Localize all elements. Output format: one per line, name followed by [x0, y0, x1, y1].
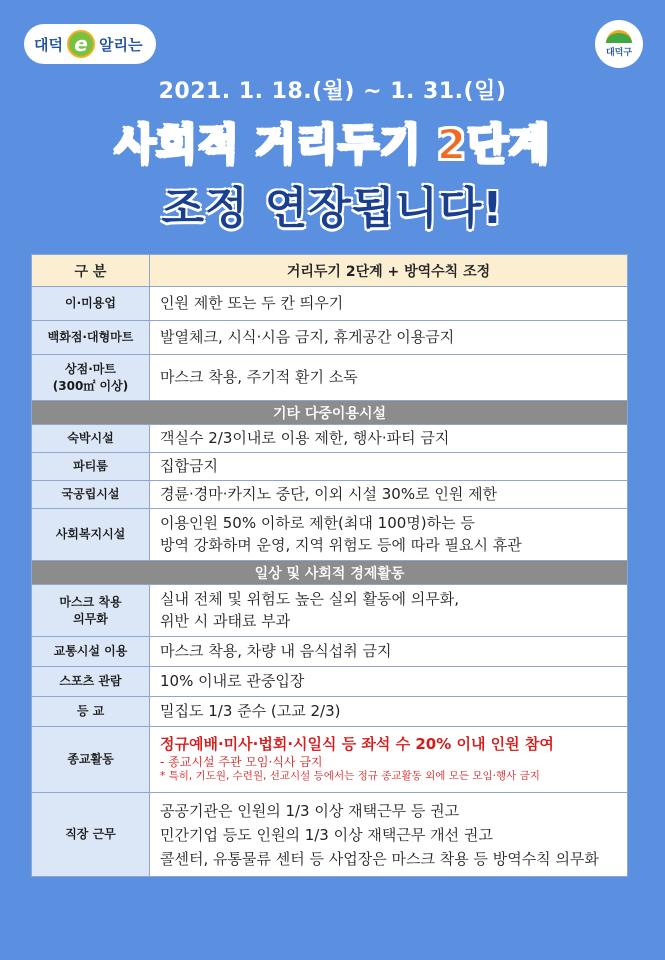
- desc-line: 민간기업 등도 인원의 1/3 이상 재택근무 개선 권고: [160, 825, 493, 844]
- desc-line: 위반 시 과태료 부과: [160, 611, 291, 630]
- row-category: 교통시설 이용: [32, 637, 150, 667]
- table-row: [32, 355, 628, 401]
- row-desc: [150, 727, 628, 793]
- category-line: 의무화: [73, 611, 108, 626]
- table-row: [32, 637, 628, 667]
- daedeok-e-logo: [24, 24, 156, 64]
- date-range: 2021. 1. 18.(월) ~ 1. 31.(일): [158, 79, 507, 104]
- row-desc: 밀집도 1/3 준수 (고교 2/3): [150, 697, 628, 727]
- row-desc: 발열체크, 시식·시음 금지, 휴게공간 이용금지: [150, 321, 628, 355]
- table-row: [32, 727, 628, 793]
- row-desc: 집합금지: [150, 453, 628, 481]
- desc-line: 이용인원 50% 이하로 제한(최대 100명)하는 등: [160, 513, 475, 532]
- table-row: [32, 425, 628, 453]
- desc-line: 방역 강화하며 운영, 지역 위험도 등에 따라 필요시 휴관: [160, 535, 522, 554]
- table-row: [32, 481, 628, 509]
- row-desc: [150, 585, 628, 637]
- desc-emphasis: 정규예배·미사·법회·시일식 등 좌석 수 20% 이내 인원 참여: [160, 735, 554, 754]
- section-title: 일상 및 사회적 경제활동: [32, 561, 628, 585]
- row-category: 백화점·대형마트: [32, 321, 150, 355]
- section-row-other-facilities: [32, 401, 628, 425]
- category-line: (300㎡ 이상): [52, 378, 129, 393]
- row-category: [32, 585, 150, 637]
- table-row: [32, 697, 628, 727]
- row-category: 직장 근무: [32, 793, 150, 877]
- row-desc: 인원 제한 또는 두 칸 띄우기: [150, 287, 628, 321]
- daedeok-gu-emblem: [595, 20, 643, 68]
- row-category: 숙박시설: [32, 425, 150, 453]
- desc-line: 공공기관은 인원의 1/3 이상 재택근무 등 권고: [160, 801, 460, 820]
- row-category: 파티룸: [32, 453, 150, 481]
- row-category: 사회복지시설: [32, 509, 150, 561]
- desc-line: 콜센터, 유통물류 센터 등 사업장은 마스크 착용 등 방역수칙 의무화: [160, 849, 599, 868]
- row-category: 스포츠 관람: [32, 667, 150, 697]
- row-desc: 마스크 착용, 차량 내 음식섭취 금지: [150, 637, 628, 667]
- table-row: [32, 667, 628, 697]
- e-mark-icon: e: [67, 30, 95, 58]
- logo-suffix: 알리는: [98, 35, 143, 54]
- row-desc: [150, 509, 628, 561]
- emblem-arc-icon: [606, 30, 632, 43]
- section-title: 기타 다중이용시설: [32, 401, 628, 425]
- table-header-row: [32, 255, 628, 287]
- section-row-daily-activities: [32, 561, 628, 585]
- row-category: [32, 355, 150, 401]
- desc-line: 실내 전체 및 위험도 높은 실외 활동에 의무화,: [160, 589, 459, 608]
- row-category: 국공립시설: [32, 481, 150, 509]
- row-desc: 경륜·경마·카지노 중단, 이외 시설 30%로 인원 제한: [150, 481, 628, 509]
- category-line: 상점·마트: [65, 361, 116, 376]
- row-desc: 객실수 2/3이내로 이용 제한, 행사·파티 금지: [150, 425, 628, 453]
- row-category: 등 교: [32, 697, 150, 727]
- table-row: [32, 793, 628, 877]
- table-row: [32, 509, 628, 561]
- row-desc: 마스크 착용, 주기적 환기 소독: [150, 355, 628, 401]
- table-row: [32, 287, 628, 321]
- table-row: [32, 453, 628, 481]
- title-line-2: 조정 연장됩니다!: [161, 183, 504, 234]
- table-row: [32, 321, 628, 355]
- header-category: 구 분: [32, 255, 150, 287]
- desc-note: * 특히, 기도원, 수련원, 선교시설 등에서는 정규 종교활동 외에 모든 모임·행사 금지: [160, 770, 540, 783]
- desc-sub: - 종교시설 주관 모임·식사 금지: [160, 754, 323, 769]
- row-desc: 10% 이내로 관중입장: [150, 667, 628, 697]
- row-category: 이·미용업: [32, 287, 150, 321]
- row-desc: [150, 793, 628, 877]
- row-category: 종교활동: [32, 727, 150, 793]
- logo-prefix: 대덕: [34, 35, 63, 54]
- category-line: 마스크 착용: [59, 594, 122, 609]
- header-content: 거리두기 2단계 + 방역수칙 조정: [150, 255, 628, 287]
- guidelines-table: [31, 254, 628, 877]
- table-row: [32, 585, 628, 637]
- emblem-label: 대덕구: [605, 48, 633, 58]
- title-line-1: 사회적 거리두기 2단계: [114, 120, 551, 169]
